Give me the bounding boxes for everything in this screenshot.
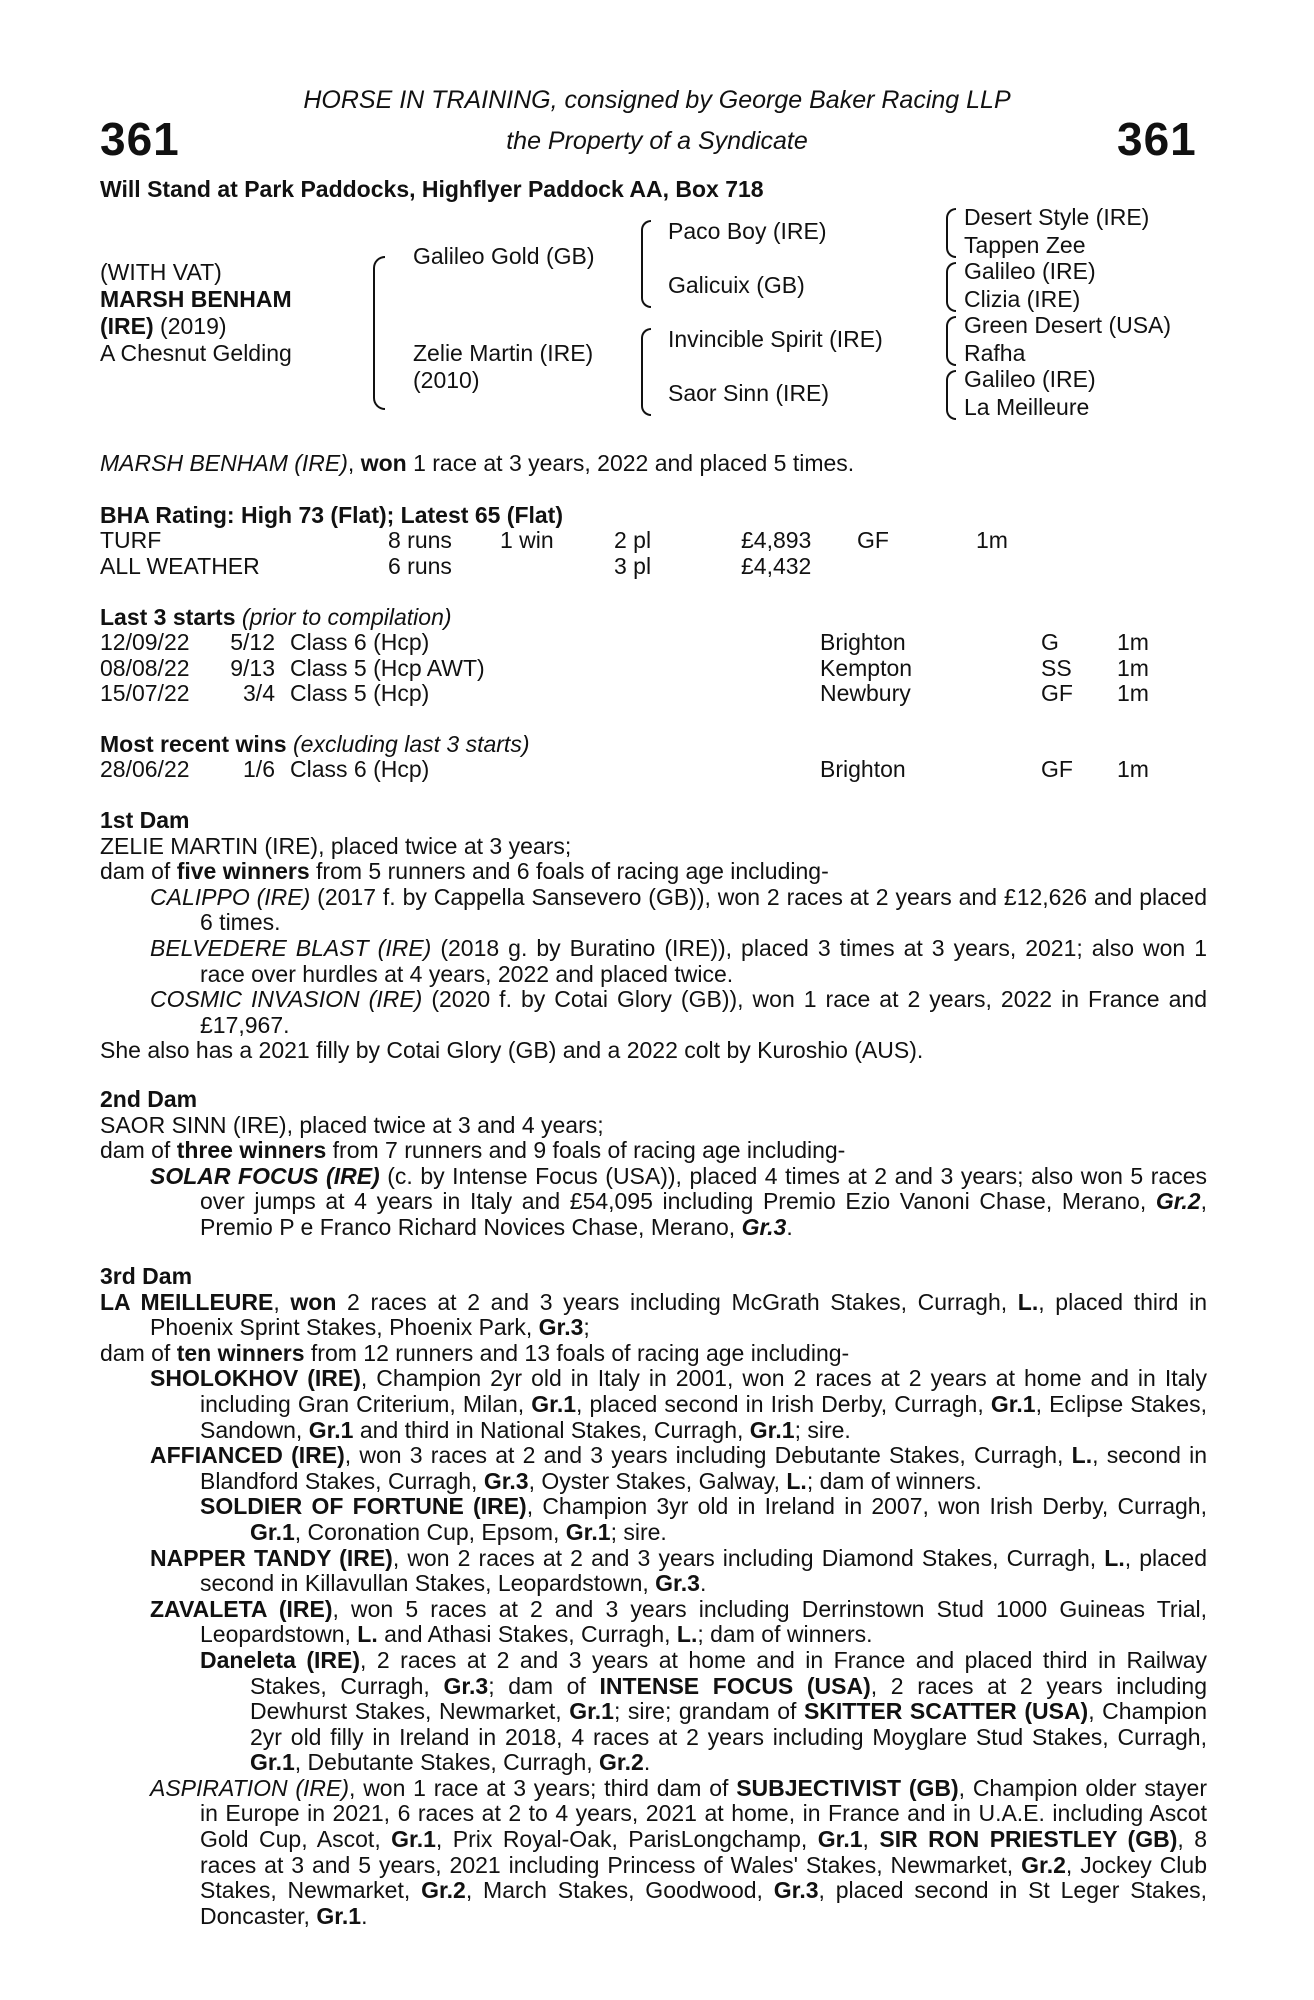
brace-sire	[641, 220, 651, 308]
property-line: the Property of a Syndicate	[506, 127, 808, 155]
ggs-6: Rafha	[964, 340, 1026, 366]
last3-row: 12/09/22 5/12 Class 6 (Hcp) Brighton G 1m	[100, 629, 1149, 655]
progeny-entry: SOLAR FOCUS (IRE) (c. by Intense Focus (USA)), placed 4 times at 2 and 3 years; also won 5 races over jumps at 4 years in Italy and £54,095 including Premio Ezio Vanoni Chase, Merano, Gr.2, Premio P e Franco Richard Novices Chase, Merano, Gr.3.	[150, 1162, 1207, 1240]
progeny-entry: Daneleta (IRE), 2 races at 2 and 3 years at home and in France and placed third in Railway Stakes, Curragh, Gr.3; dam of INTENSE FOCUS (USA), 2 races at 2 years including Dewhurst Stakes, Newmarket, Gr.1; sire; grandam of SKITTER SCATTER (USA), Champion 2yr old filly in Ireland in 2018, 4 races at 2 years including Moyglare Stud Stakes, Curragh, Gr.1, Debutante Stakes, Curragh, Gr.2.	[200, 1646, 1208, 1776]
brace-main	[373, 256, 385, 410]
grandsire-1: Paco Boy (IRE)	[668, 218, 827, 244]
second-dam-section	[100, 1087, 1207, 1241]
lot-number-left: 361	[100, 113, 180, 165]
first-dam-title: 1st Dam	[100, 807, 190, 833]
last3-row: 08/08/22 9/13 Class 5 (Hcp AWT) Kempton SS 1m	[100, 654, 1149, 681]
progeny-entry: BELVEDERE BLAST (IRE) (2018 g. by Buratino (IRE)), placed 3 times at 3 years, 2021; also won 1 race over hurdles at 4 years, 2022 and placed twice.	[150, 934, 1207, 987]
recent-win-row: 28/06/22 1/6 Class 6 (Hcp) Brighton GF 1m	[100, 756, 1149, 782]
brace-ggs-3	[946, 316, 956, 366]
progeny-entry: ASPIRATION (IRE), won 1 race at 3 years; third dam of SUBJECTIVIST (GB), Champion older stayer in Europe in 2021, 6 races at 2 to 4 years, 2021 at home, in France and in U.A.E. including Ascot Gold Cup, Ascot, Gr.1, Prix Royal-Oak, ParisLongchamp, Gr.1, SIR RON PRIESTLEY (GB), 8 races at 3 and 5 years, 2021 including Princess of Wales' Stakes, Newmarket, Gr.2, Jockey Club Stakes, Newmarket, Gr.2, March Stakes, Goodwood, Gr.3, placed second in St Leger Stakes, Doncaster, Gr.1.	[150, 1774, 1208, 1929]
horse-year: (2019)	[153, 313, 227, 339]
ggs-1: Desert Style (IRE)	[964, 204, 1150, 230]
ggs-7: Galileo (IRE)	[964, 366, 1096, 392]
horse-suffix: (IRE)	[100, 313, 154, 339]
brace-dam	[641, 328, 651, 416]
third-dam-produce: dam of ten winners from 12 runners and 13 foals of racing age including-	[100, 1339, 850, 1366]
recent-wins-title: Most recent wins (excluding last 3 starts)	[100, 731, 530, 757]
rating-row-turf: TURF 8 runs 1 win 2 pl £4,893 GF 1m	[100, 527, 1008, 553]
ggs-4: Clizia (IRE)	[964, 286, 1081, 312]
progeny-entry: COSMIC INVASION (IRE) (2020 f. by Cotai Glory (GB)), won 1 race at 2 years, 2022 in France and £17,967.	[150, 986, 1207, 1038]
rating-table	[100, 527, 1200, 578]
granddam-1: Galicuix (GB)	[668, 272, 805, 298]
last3-title: Last 3 starts (prior to compilation)	[100, 604, 452, 630]
recent-wins-table	[100, 756, 1200, 782]
third-dam-title: 3rd Dam	[100, 1263, 193, 1289]
dam: Zelie Martin (IRE)	[413, 340, 594, 366]
brace-ggs-4	[946, 370, 956, 420]
progeny-entry: AFFIANCED (IRE), won 3 races at 2 and 3 years including Debutante Stakes, Curragh, L., second in Blandford Stakes, Curragh, Gr.3, Oyster Stakes, Galway, L.; dam of winners.	[150, 1442, 1207, 1494]
brace-ggs-1	[946, 208, 956, 258]
last3-row: 15/07/22 3/4 Class 5 (Hcp) Newbury GF 1m	[100, 680, 1149, 707]
bha-rating-title: BHA Rating: High 73 (Flat); Latest 65 (Flat)	[100, 502, 563, 528]
race-summary: MARSH BENHAM (IRE), won 1 race at 3 years, 2022 and placed 5 times.	[100, 450, 855, 476]
granddam-2: Saor Sinn (IRE)	[668, 380, 830, 406]
horse-block	[100, 259, 292, 367]
ggs-3: Galileo (IRE)	[964, 258, 1096, 284]
first-dam-section	[100, 808, 1207, 1064]
dam-year: (2010)	[413, 367, 480, 393]
progeny-entry: SOLDIER OF FORTUNE (IRE), Champion 3yr old in Ireland in 2007, won Irish Derby, Curragh, Gr.1, Coronation Cup, Epsom, Gr.1; sire.	[200, 1493, 1207, 1545]
rating-row-aw: ALL WEATHER 6 runs 3 pl £4,432	[100, 552, 812, 579]
second-dam-line: SAOR SINN (IRE), placed twice at 3 and 4 years;	[100, 1111, 604, 1138]
horse-name: MARSH BENHAM	[100, 286, 292, 312]
progeny-entry: SHOLOKHOV (IRE), Champion 2yr old in Italy in 2001, won 2 races at 2 years at home and in Italy including Gran Criterium, Milan, Gr.1, placed second in Irish Derby, Curragh, Gr.1, Eclipse Stakes, Sandown, Gr.1 and third in National Stakes, Curragh, Gr.1; sire.	[150, 1365, 1207, 1443]
stand-location: Will Stand at Park Paddocks, Highflyer Paddock AA, Box 718	[100, 176, 764, 202]
progeny-entry: ZAVALETA (IRE), won 5 races at 2 and 3 years including Derrinstown Stud 1000 Guineas Trial, Leopardstown, L. and Athasi Stakes, Curragh, L.; dam of winners.	[150, 1595, 1207, 1648]
horse-description: A Chesnut Gelding	[100, 340, 292, 366]
ggs-2: Tappen Zee	[964, 232, 1086, 258]
third-dam-line: LA MEILLEURE, won 2 races at 2 and 3 years including McGrath Stakes, Curragh, L., placed third in Phoenix Sprint Stakes, Phoenix Park, Gr.3;	[100, 1288, 1208, 1341]
consignor-line: HORSE IN TRAINING, consigned by George Baker Racing LLP	[303, 86, 1011, 114]
first-dam-produce: dam of five winners from 5 runners and 6 foals of racing age including-	[100, 858, 829, 885]
progeny-entry: CALIPPO (IRE) (2017 f. by Cappella Sansevero (GB)), won 2 races at 2 years and £12,626 and placed 6 times.	[150, 883, 1207, 936]
lot-number-right: 361	[1117, 113, 1197, 165]
ggs-8: La Meilleure	[964, 394, 1090, 420]
grandsire-2: Invincible Spirit (IRE)	[668, 326, 883, 352]
second-dam-title: 2nd Dam	[100, 1086, 198, 1112]
last3-table	[100, 629, 1200, 706]
first-dam-line: ZELIE MARTIN (IRE), placed twice at 3 years;	[100, 832, 572, 859]
vat-note: (WITH VAT)	[100, 259, 222, 285]
first-dam-note: She also has a 2021 filly by Cotai Glory (GB) and a 2022 colt by Kuroshio (AUS).	[100, 1037, 924, 1064]
sire: Galileo Gold (GB)	[413, 243, 595, 269]
second-dam-produce: dam of three winners from 7 runners and 9 foals of racing age including-	[100, 1137, 846, 1164]
brace-ggs-2	[946, 262, 956, 312]
ggs-5: Green Desert (USA)	[964, 312, 1172, 338]
third-dam-section	[100, 1264, 1207, 1929]
progeny-entry: NAPPER TANDY (IRE), won 2 races at 2 and 3 years including Diamond Stakes, Curragh, L., placed second in Killavullan Stakes, Leopardstown, Gr.3.	[150, 1544, 1207, 1597]
